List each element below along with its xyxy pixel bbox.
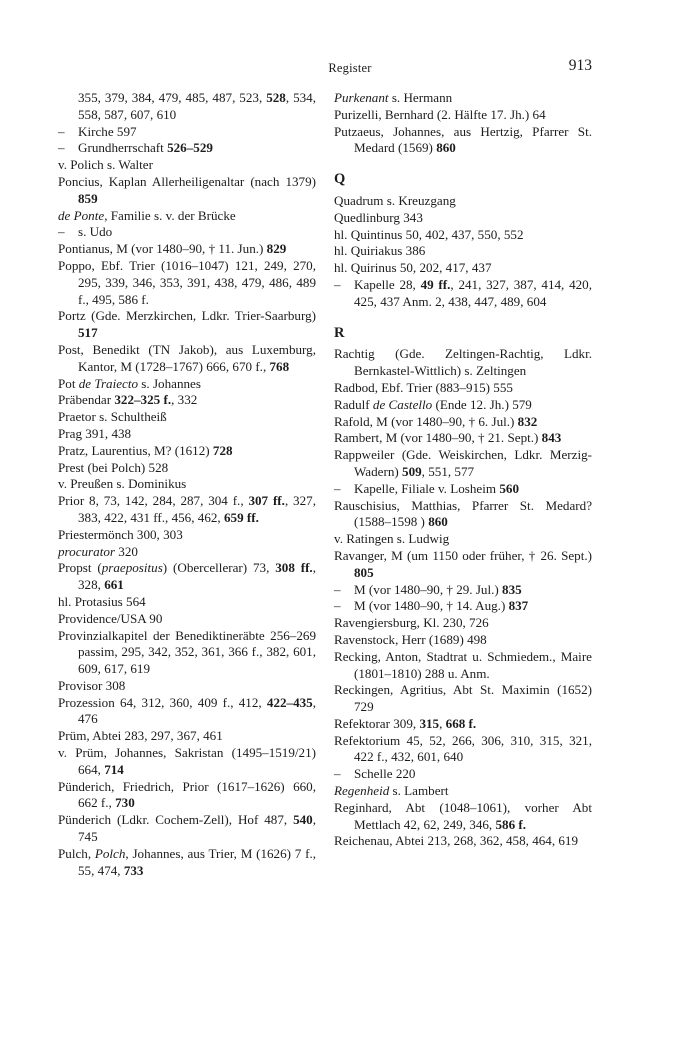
index-entry: Putzaeus, Johannes, aus Hertzig, Pfarrer St. Medard (1569) 860 <box>334 123 592 156</box>
index-entry: Portz (Gde. Merzkirchen, Ldkr. Trier-Saarburg) 517 <box>58 308 316 341</box>
index-entry: Pontianus, M (vor 1480–90, † 11. Jun.) 829 <box>58 241 287 257</box>
index-entry: v. Polich s. Walter <box>58 157 153 173</box>
index-entry: Prüm, Abtei 283, 297, 367, 461 <box>58 728 223 744</box>
index-letter-heading: Q <box>334 171 346 188</box>
index-subentry: – M (vor 1480–90, † 29. Jul.) 835 <box>334 582 592 599</box>
index-entry: Post, Benedikt (TN Jakob), aus Luxemburg, Kantor, M (1728–1767) 666, 670 f., 768 <box>58 341 316 374</box>
index-entry: Präbendar 322–325 f., 332 <box>58 392 198 408</box>
index-entry: hl. Quintinus 50, 402, 437, 550, 552 <box>334 226 524 242</box>
index-entry: Radulf de Castello (Ende 12. Jh.) 579 <box>334 396 532 412</box>
index-entry: Purizelli, Bernhard (2. Hälfte 17. Jh.) 64 <box>334 106 546 122</box>
index-entry: v. Ratingen s. Ludwig <box>334 531 450 547</box>
index-entry: Rappweiler (Gde. Weiskirchen, Ldkr. Merzig-Wadern) 509, 551, 577 <box>334 447 592 479</box>
index-entry: Poncius, Kaplan Allerheiligenaltar (nach 1379) 859 <box>58 173 316 206</box>
index-entry: Rachtig (Gde. Zeltingen-Rachtig, Ldkr. Bernkastel-Wittlich) s. Zeltingen <box>334 346 592 379</box>
index-entry: Ravanger, M (um 1150 oder früher, † 26. Sept.) 805 <box>334 547 592 580</box>
index-subentry: – Kapelle, Filiale v. Losheim 560 <box>334 481 592 498</box>
index-entry: v. Preußen s. Dominikus <box>58 476 187 492</box>
index-subentry: – Kirche 597 <box>58 124 316 141</box>
index-entry: hl. Quirinus 50, 202, 417, 437 <box>334 260 492 276</box>
index-subentry: – Grundherrschaft 526–529 <box>58 140 316 157</box>
index-entry: procurator 320 <box>58 543 138 559</box>
index-entry: Pot de Traiecto s. Johannes <box>58 375 201 391</box>
index-letter-heading: R <box>334 324 345 341</box>
index-entry: Ravenstock, Herr (1689) 498 <box>334 631 487 647</box>
index-entry: Quedlinburg 343 <box>334 209 423 225</box>
index-entry: Poppo, Ebf. Trier (1016–1047) 121, 249, 270, 295, 339, 346, 353, 391, 438, 479, 486, 489 f., 495, 586 f. <box>58 257 316 307</box>
index-entry: Reginhard, Abt (1048–1061), vorher Abt Mettlach 42, 62, 249, 346, 586 f. <box>334 799 592 832</box>
index-entry: Pünderich, Friedrich, Prior (1617–1626) 660, 662 f., 730 <box>58 778 316 811</box>
index-entry: 355, 379, 384, 479, 485, 487, 523, 528, 534, 558, 587, 607, 610 <box>78 90 317 122</box>
index-entry: Prior 8, 73, 142, 284, 287, 304 f., 307 ff., 327, 383, 422, 431 ff., 456, 462, 659 ff. <box>58 493 316 525</box>
index-entry: Radbod, Ebf. Trier (883–915) 555 <box>334 379 513 395</box>
index-entry: Recking, Anton, Stadtrat u. Schmiedem., Maire (1801–1810) 288 u. Anm. <box>334 648 592 681</box>
index-entry: Pünderich (Ldkr. Cochem-Zell), Hof 487, 540, 745 <box>58 812 316 845</box>
index-subentry: – Schelle 220 <box>334 766 592 783</box>
index-entry: hl. Quiriakus 386 <box>334 243 426 259</box>
index-entry: Reichenau, Abtei 213, 268, 362, 458, 464, 619 <box>334 833 579 849</box>
index-entry: Praetor s. Schultheiß <box>58 409 167 425</box>
index-entry: Propst (praepositus) (Obercellerar) 73, 308 ff., 328, 661 <box>58 560 316 593</box>
index-entry: Providence/USA 90 <box>58 610 163 626</box>
index-entry: Refektorar 309, 315, 668 f. <box>334 715 477 731</box>
index-entry: Priestermönch 300, 303 <box>58 526 183 542</box>
index-column-right <box>334 90 592 850</box>
index-entry: Regenheid s. Lambert <box>334 783 449 799</box>
index-entry: Rauschisius, Matthias, Pfarrer St. Medard? (1588–1598 ) 860 <box>334 497 592 530</box>
page-header <box>0 57 700 81</box>
index-entry: Prag 391, 438 <box>58 425 132 441</box>
index-entry: Pratz, Laurentius, M? (1612) 728 <box>58 442 233 458</box>
index-entry: Rafold, M (vor 1480–90, † 6. Jul.) 832 <box>334 413 538 429</box>
index-entry: Provisor 308 <box>58 677 126 693</box>
index-entry: Purkenant s. Hermann <box>334 90 453 105</box>
index-entry: Pulch, Polch, Johannes, aus Trier, M (1626) 7 f., 55, 474, 733 <box>58 845 316 878</box>
index-entry: Prozession 64, 312, 360, 409 f., 412, 422–435, 476 <box>58 694 316 727</box>
index-entry: v. Prüm, Johannes, Sakristan (1495–1519/21) 664, 714 <box>58 745 316 777</box>
index-entry: Rambert, M (vor 1480–90, † 21. Sept.) 843 <box>334 430 562 446</box>
index-entry: de Ponte, Familie s. v. der Brücke <box>58 207 236 223</box>
index-entry: Refektorium 45, 52, 266, 306, 310, 315, 321, 422 f., 432, 601, 640 <box>334 732 592 765</box>
index-entry: Quadrum s. Kreuzgang <box>334 192 456 208</box>
index-subentry: – Kapelle 28, 49 ff., 241, 327, 387, 414, 420, 425, 437 Anm. 2, 438, 447, 489, 604 <box>334 277 592 311</box>
page-number: 913 <box>568 57 592 74</box>
index-subentry: – M (vor 1480–90, † 14. Aug.) 837 <box>334 598 592 615</box>
index-entry: Prest (bei Polch) 528 <box>58 459 169 475</box>
index-entry: hl. Protasius 564 <box>58 593 146 609</box>
index-entry: Provinzialkapitel der Benediktineräbte 256–269 passim, 295, 342, 352, 361, 366 f., 382, 601, 609, 617, 619 <box>58 627 316 677</box>
index-entry: Ravengiersburg, Kl. 230, 726 <box>334 615 489 631</box>
running-head: Register <box>328 61 372 75</box>
index-entry: Reckingen, Agritius, Abt St. Maximin (1652) 729 <box>334 682 592 715</box>
index-subentry: – s. Udo <box>58 224 316 241</box>
index-column-left <box>58 90 316 879</box>
